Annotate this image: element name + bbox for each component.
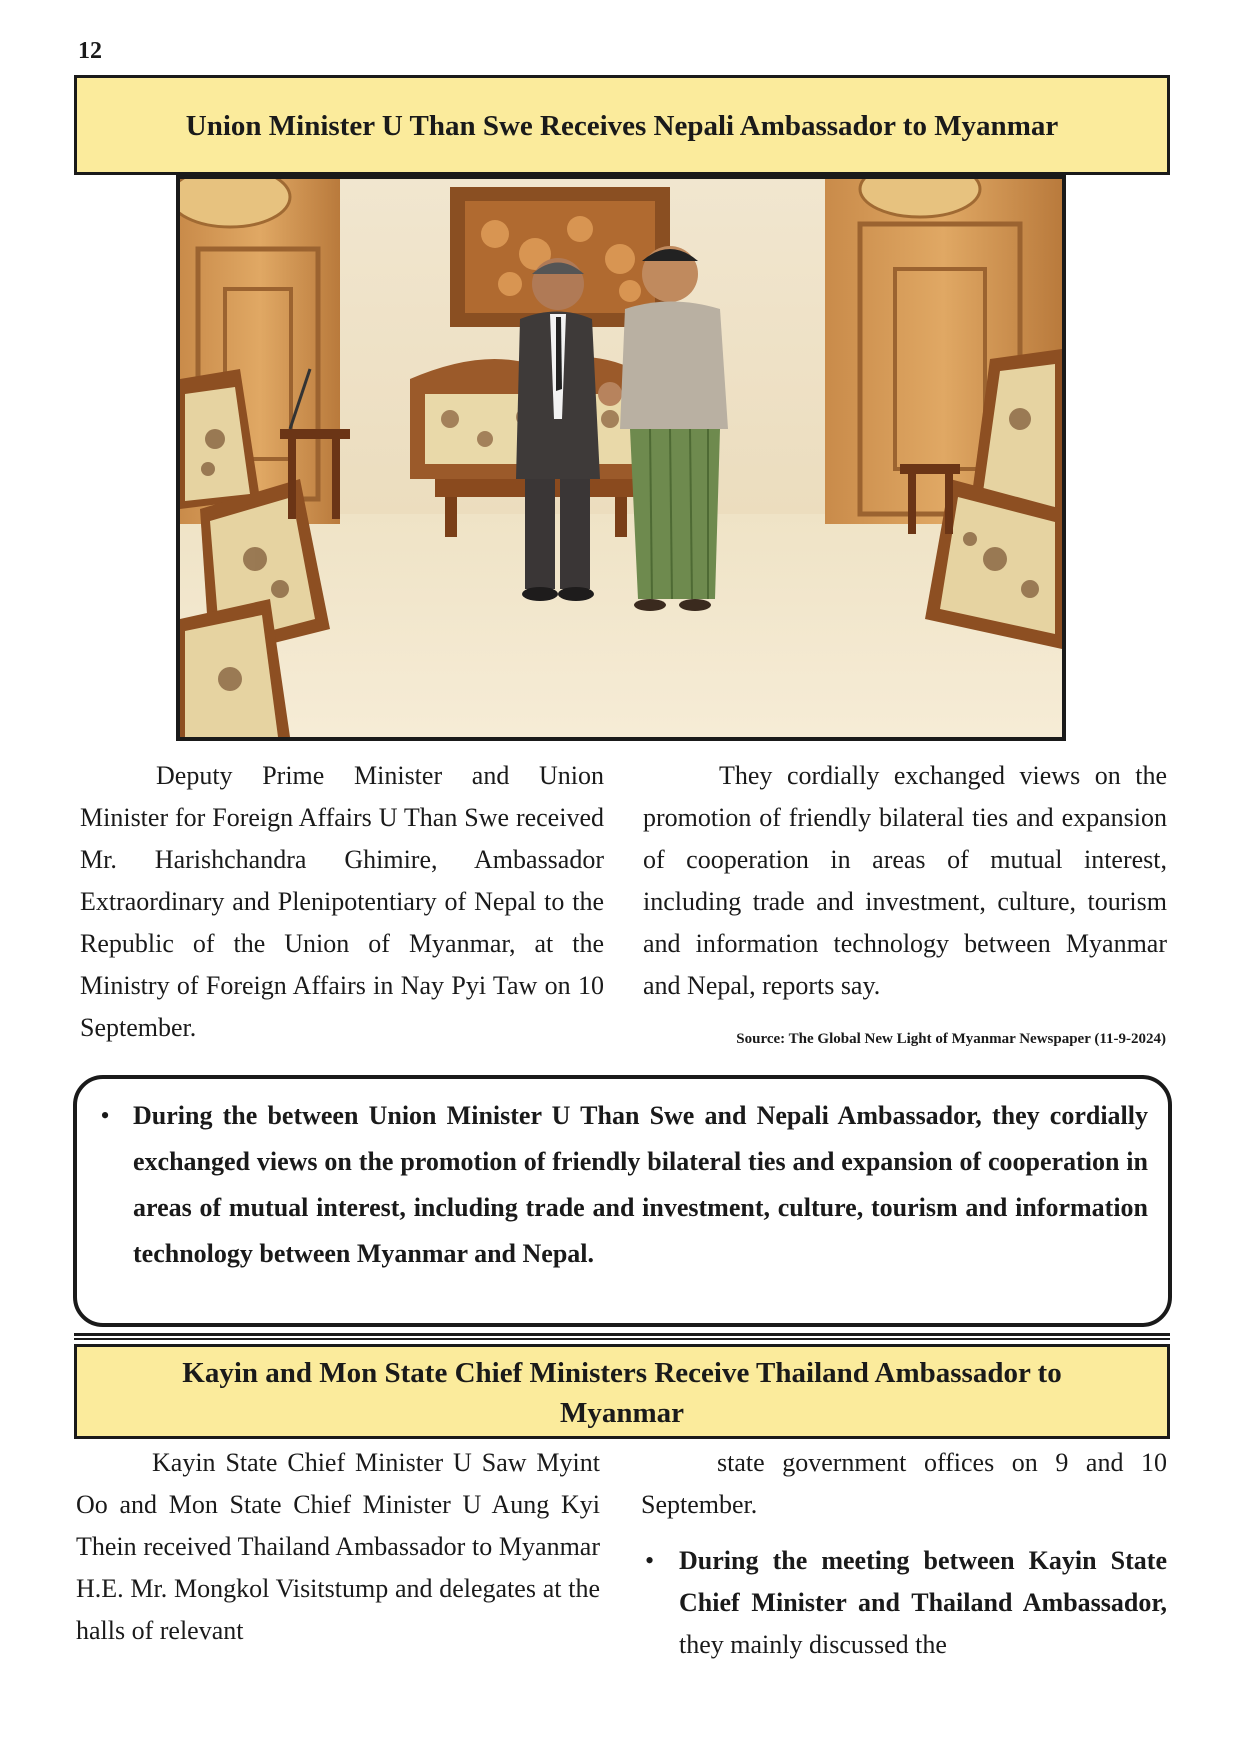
highlight-box <box>73 1075 1172 1327</box>
bullet-icon: • <box>100 1101 110 1130</box>
article-paragraph: They cordially exchanged views on the promotion of friendly bilateral ties and expansion of cooperation in areas of mutual interest, including trade and investment, culture, tourism and information technology between Myanmar and Nepal, reports say. <box>643 761 1167 1000</box>
article-headline: Union Minister U Than Swe Receives Nepali Ambassador to Myanmar <box>74 75 1170 175</box>
article-paragraph: Deputy Prime Minister and Union Minister for Foreign Affairs U Than Swe received Mr. Harishchandra Ghimire, Ambassador Extraordinary and Plenipotentiary of Nepal to the Republic of the Union of Myanmar, at the Ministry of Foreign Affairs in Nay Pyi Taw on 10 September. <box>80 761 604 1042</box>
article-paragraph: state government offices on 9 and 10 September. <box>641 1448 1167 1519</box>
section-divider <box>74 1333 1170 1340</box>
article-column-left <box>80 755 604 1049</box>
bullet-bold-text: During the meeting between Kayin State Chief Minister and Thailand Ambassador, <box>679 1546 1167 1617</box>
bullet-text <box>679 1540 1167 1666</box>
article-paragraph: Kayin State Chief Minister U Saw Myint Oo and Mon State Chief Minister U Aung Kyi Thein received Thailand Ambassador to Myanmar H.E. Mr. Mongkol Visitstump and delegates at the halls of relevant <box>76 1448 600 1645</box>
summary-bullet <box>641 1540 1167 1666</box>
bullet-plain-text: they mainly discussed the <box>679 1630 947 1659</box>
article-column-right <box>641 1442 1167 1666</box>
article-column-left <box>76 1442 600 1652</box>
source-credit: Source: The Global New Light of Myanmar Newspaper (11-9-2024) <box>736 1031 1166 1047</box>
highlight-text: During the between Union Minister U Than Swe and Nepali Ambassador, they cordially exchanged views on the promotion of friendly bilateral ties and expansion of cooperation in areas of mutual interest, including trade and investment, culture, tourism and information technology between Myanmar and Nepal. <box>133 1101 1148 1268</box>
bullet-icon: • <box>645 1546 655 1575</box>
article-headline: Kayin and Mon State Chief Ministers Receive Thailand Ambassador to Myanmar <box>74 1344 1170 1439</box>
photo-handshake-illustration <box>180 179 1062 737</box>
highlight-bullet <box>77 1093 1148 1277</box>
article-photo <box>176 175 1066 741</box>
article-column-right <box>643 755 1167 1007</box>
page-number: 12 <box>78 38 102 64</box>
